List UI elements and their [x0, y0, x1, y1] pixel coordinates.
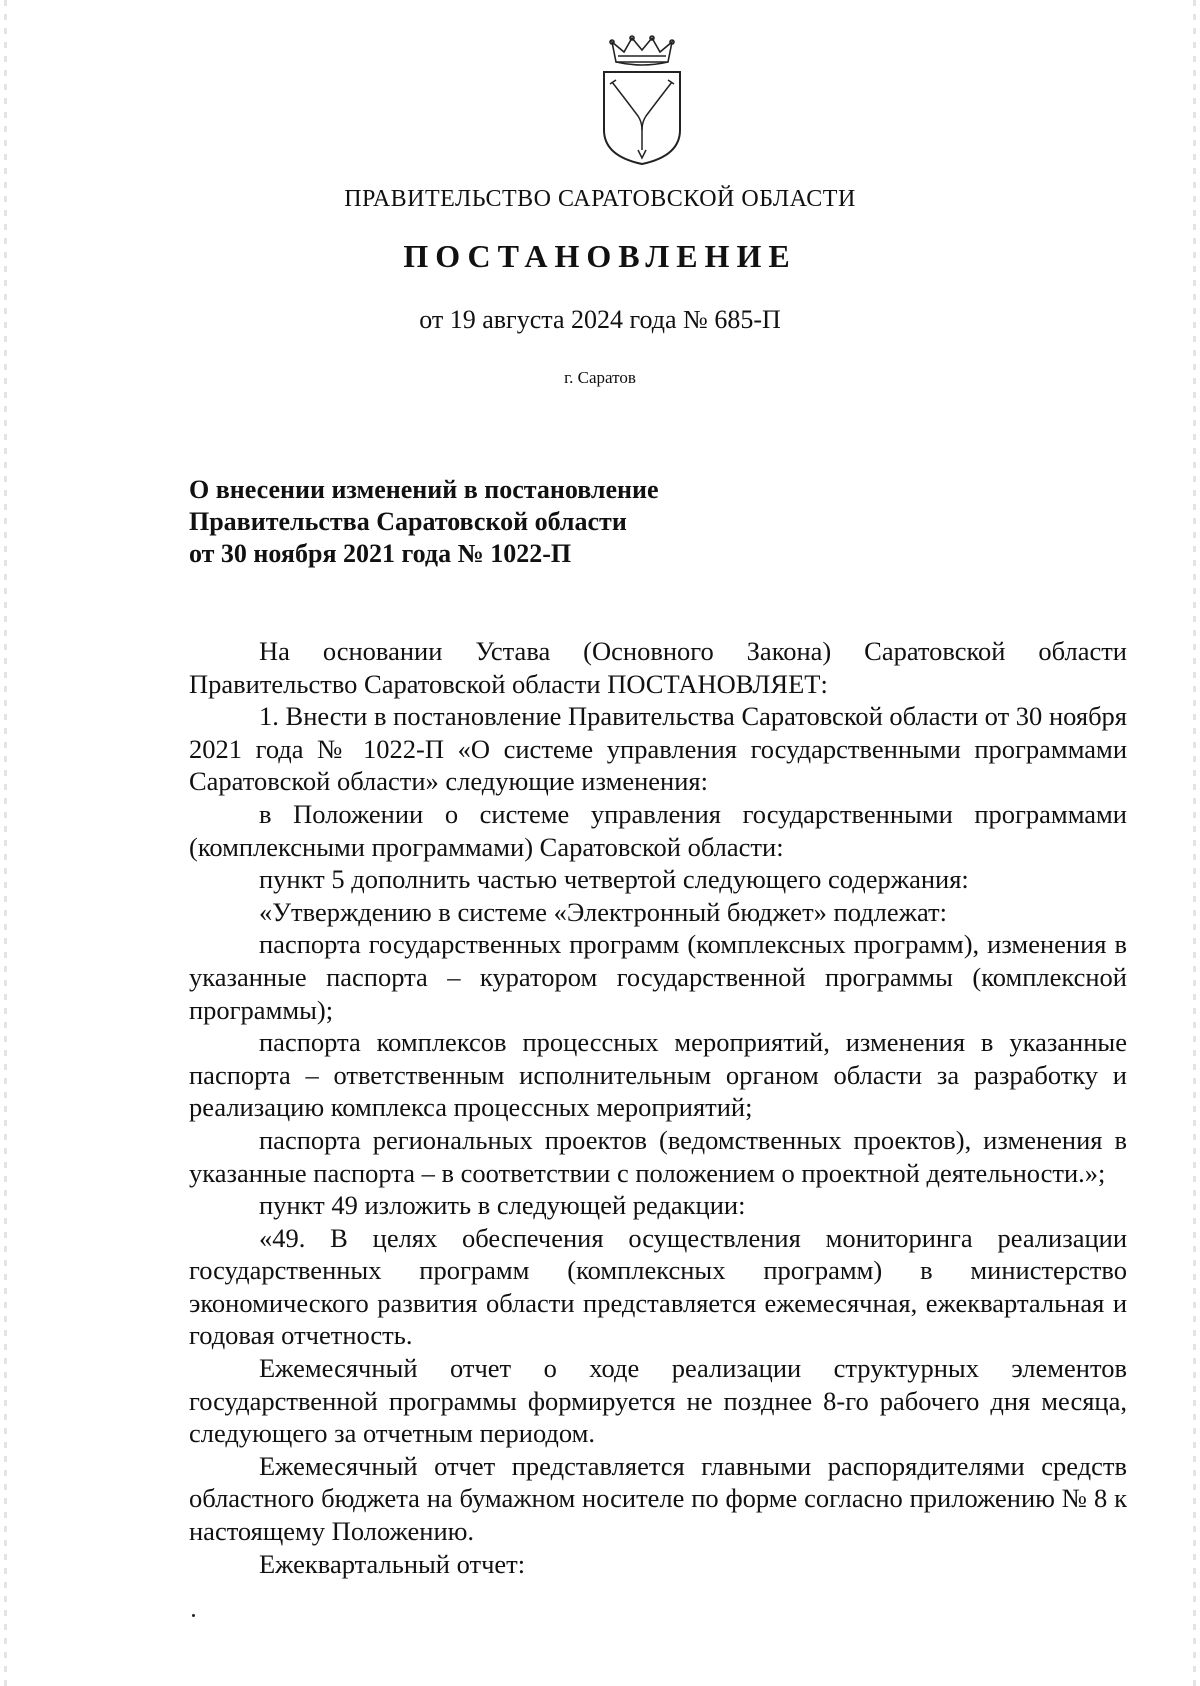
- body-paragraph: На основании Устава (Основного Закона) Саратовской области Правительство Саратовской области ПОСТАНОВЛЯЕТ:: [189, 636, 1127, 699]
- subject-line: от 30 ноября 2021 года № 1022-П: [189, 539, 572, 568]
- document-type: ПОСТАНОВЛЕНИЕ: [403, 238, 797, 274]
- body-paragraph: пункт 5 дополнить частью четвертой следующего содержания:: [259, 864, 969, 895]
- document-body: [189, 635, 1127, 1580]
- saratov-coat-of-arms-icon: [594, 34, 690, 166]
- document-date-number: от 19 августа 2024 года № 685-П: [419, 305, 781, 334]
- body-paragraph: 1. Внести в постановление Правительства Саратовской области от 30 ноября 2021 года № 1022-П «О системе управления государственными программами Саратовской области» следующие изменения:: [189, 701, 1127, 797]
- body-paragraph: в Положении о системе управления государственными программами (комплексными программами) Саратовской области:: [189, 798, 1127, 862]
- body-paragraph: паспорта комплексов процессных мероприятий, изменения в указанные паспорта – ответственным исполнительным органом области за разработку и реализацию комплекса процессных мероприятий;: [189, 1027, 1127, 1123]
- body-paragraph: Ежемесячный отчет о ходе реализации структурных элементов государственной программы формируется не позднее 8-го рабочего дня месяца, следующего за отчетным периодом.: [189, 1353, 1127, 1449]
- body-paragraph: «49. В целях обеспечения осуществления мониторинга реализации государственных программ (комплексных программ) в министерство экономического развития области представляется ежемесячная, ежеквартальная и годовая отчетность.: [189, 1222, 1127, 1351]
- body-paragraph: «Утверждению в системе «Электронный бюджет» подлежат:: [259, 896, 947, 927]
- body-paragraph: паспорта государственных программ (комплексных программ), изменения в указанные паспорта – куратором государственной программы (комплексной программы);: [189, 929, 1127, 1025]
- body-paragraph: Ежемесячный отчет представляется главными распорядителями средств областного бюджета на бумажном носителе по форме согласно приложению № 8 к настоящему Положению.: [189, 1450, 1127, 1547]
- document-subject: [189, 474, 789, 570]
- scan-speck: [192, 1614, 195, 1617]
- body-paragraph: паспорта региональных проектов (ведомственных проектов), изменения в указанные паспорта – в соответствии с положением о проектной деятельности.»;: [189, 1124, 1127, 1188]
- subject-line: Правительства Саратовской области: [189, 507, 627, 536]
- body-paragraph: пункт 49 изложить в следующей редакции:: [259, 1190, 746, 1221]
- government-name: ПРАВИТЕЛЬСТВО САРАТОВСКОЙ ОБЛАСТИ: [344, 186, 856, 212]
- body-paragraph: Ежеквартальный отчет:: [259, 1548, 526, 1579]
- document-city: г. Саратов: [564, 368, 636, 387]
- subject-line: О внесении изменений в постановление: [189, 475, 659, 504]
